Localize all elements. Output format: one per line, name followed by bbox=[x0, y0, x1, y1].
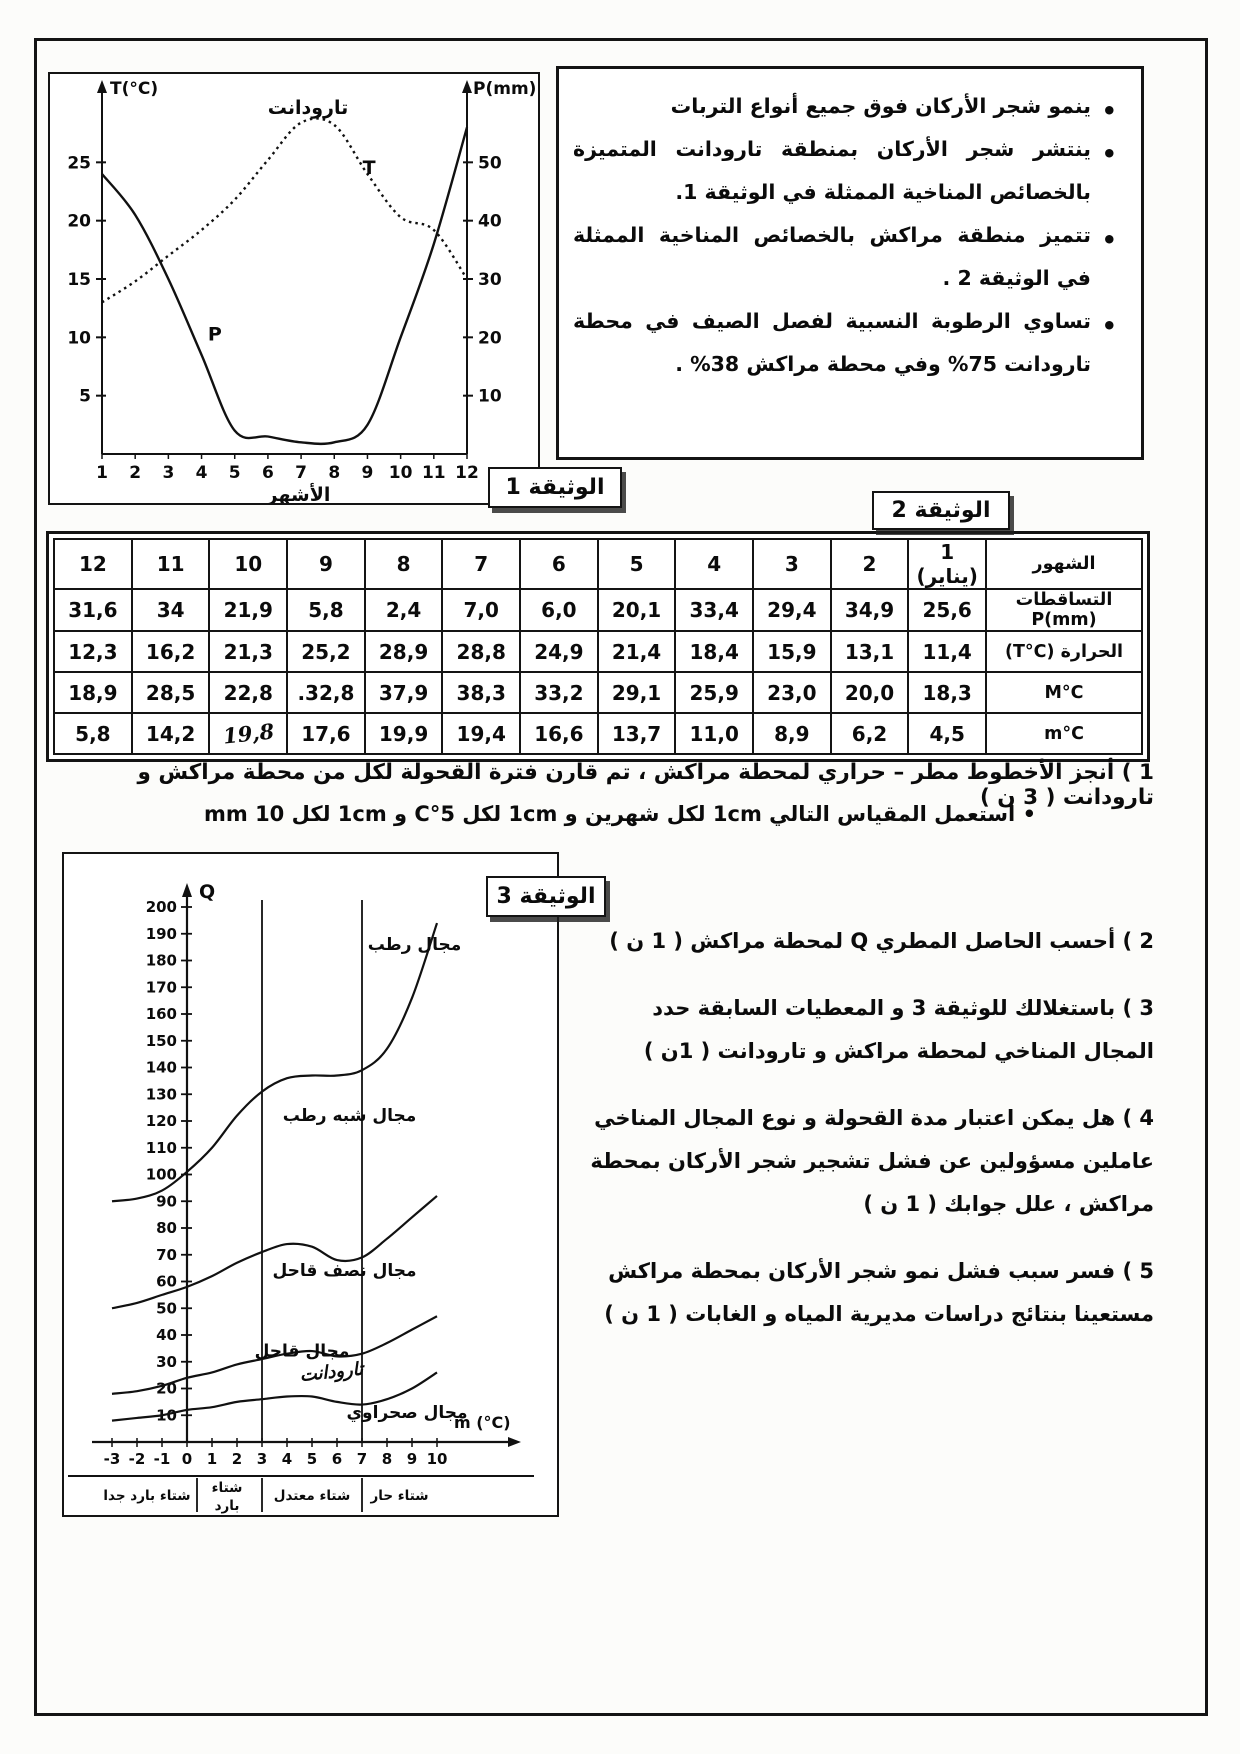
info-bullet: • تساوي الرطوبة النسبية لفصل الصيف في محطة تارودانت 75% وفي محطة مراكش 38% . bbox=[573, 300, 1123, 386]
table-cell: 6,0 bbox=[520, 589, 598, 631]
svg-text:P(mm): P(mm) bbox=[473, 79, 537, 99]
table-cell: 11,4 bbox=[908, 631, 986, 672]
svg-text:90: 90 bbox=[156, 1192, 177, 1211]
table-cell: 19,4 bbox=[442, 713, 520, 754]
svg-text:20: 20 bbox=[67, 211, 91, 232]
svg-text:5: 5 bbox=[228, 463, 241, 483]
svg-text:5: 5 bbox=[306, 1450, 318, 1468]
handwritten-correction: 19,8 bbox=[221, 718, 276, 749]
svg-text:7: 7 bbox=[356, 1450, 368, 1468]
svg-text:190: 190 bbox=[145, 924, 177, 943]
table-row-header: m°C bbox=[986, 713, 1142, 754]
table-cell: 28,5 bbox=[132, 672, 210, 713]
climate-zone-label: مجال قاحل bbox=[254, 1341, 350, 1362]
svg-text:100: 100 bbox=[145, 1165, 177, 1184]
month-column-header: 7 bbox=[442, 539, 520, 589]
month-column-header: 6 bbox=[520, 539, 598, 589]
table-cell: 18,9 bbox=[54, 672, 132, 713]
table-cell: 23,0 bbox=[753, 672, 831, 713]
table-cell: 20,1 bbox=[598, 589, 676, 631]
climate-zone-label: مجال نصف قاحل bbox=[272, 1261, 417, 1282]
svg-text:11: 11 bbox=[421, 463, 446, 483]
svg-text:160: 160 bbox=[145, 1005, 177, 1023]
table-cell: 34 bbox=[132, 589, 210, 631]
month-column-header: 9 bbox=[287, 539, 365, 589]
svg-text:50: 50 bbox=[478, 153, 502, 174]
climate-zone-label: مجال شبه رطب bbox=[282, 1106, 417, 1126]
svg-text:9: 9 bbox=[406, 1450, 418, 1468]
table-cell: 5,8 bbox=[54, 713, 132, 754]
svg-text:130: 130 bbox=[145, 1085, 177, 1104]
table-cell: 32,8. bbox=[287, 672, 365, 713]
table-cell: 25,2 bbox=[287, 631, 365, 672]
question-4: 4 ) هل يمكن اعتبار مدة القحولة و نوع المجال المناخي عاملين مسؤولين عن فشل تشجير شجر الأركان بمحطة مراكش ، علل جوابك ( 1 ن ) bbox=[590, 1106, 1154, 1217]
table-cell: 25,6 bbox=[908, 589, 986, 631]
svg-text:5: 5 bbox=[79, 386, 91, 407]
table-corner-header: الشهور bbox=[986, 539, 1142, 589]
doc3-chart-box bbox=[62, 852, 559, 1517]
doc1-chart-box bbox=[48, 72, 540, 505]
doc1-label-text: الوثيقة 1 bbox=[505, 475, 605, 500]
month-column-header: 4 bbox=[675, 539, 753, 589]
svg-text:10: 10 bbox=[388, 463, 413, 483]
table-cell: 31,6 bbox=[54, 589, 132, 631]
svg-text:0: 0 bbox=[181, 1450, 193, 1468]
table-cell: 18,3 bbox=[908, 672, 986, 713]
temperature-curve bbox=[102, 118, 467, 302]
svg-text:50: 50 bbox=[156, 1299, 177, 1318]
info-bullet: • ينمو شجر الأركان فوق جميع أنواع التربات bbox=[573, 85, 1123, 128]
svg-text:1: 1 bbox=[206, 1450, 218, 1468]
table-cell: 16,6 bbox=[520, 713, 598, 754]
svg-text:10: 10 bbox=[478, 386, 502, 407]
table-row-header: M°C bbox=[986, 672, 1142, 713]
table-cell bbox=[209, 713, 287, 754]
svg-text:الأشهر: الأشهر bbox=[266, 484, 331, 503]
svg-text:20: 20 bbox=[478, 328, 502, 349]
svg-text:20: 20 bbox=[156, 1379, 177, 1398]
doc2-label bbox=[872, 491, 1010, 530]
table-cell: 2,4 bbox=[365, 589, 443, 631]
svg-text:60: 60 bbox=[156, 1272, 177, 1291]
table-cell: 28,9 bbox=[365, 631, 443, 672]
svg-text:-2: -2 bbox=[128, 1450, 146, 1468]
svg-text:-3: -3 bbox=[103, 1450, 121, 1468]
doc3-label-text: الوثيقة 3 bbox=[496, 884, 596, 909]
table-cell: 21,4 bbox=[598, 631, 676, 672]
month-column-header: 11 bbox=[132, 539, 210, 589]
table-cell: 33,4 bbox=[675, 589, 753, 631]
taroudant-handwritten-label: تارودانت bbox=[298, 1358, 365, 1387]
svg-text:-1: -1 bbox=[153, 1450, 171, 1468]
doc2-table-wrap bbox=[46, 531, 1150, 762]
table-cell: 18,4 bbox=[675, 631, 753, 672]
climagram-chart bbox=[64, 854, 557, 1515]
table-cell: 16,2 bbox=[132, 631, 210, 672]
table-cell: 21,3 bbox=[209, 631, 287, 672]
svg-text:150: 150 bbox=[145, 1031, 177, 1050]
svg-text:30: 30 bbox=[156, 1352, 177, 1371]
question-1-scale-note: • استعمل المقياس التالي 1cm لكل شهرين و 1cm لكل 5°C و 1cm لكل 10 mm bbox=[145, 802, 1095, 826]
table-cell: 37,9 bbox=[365, 672, 443, 713]
table-row-header: الحرارة (T°C) bbox=[986, 631, 1142, 672]
winter-type-label: بارد bbox=[214, 1498, 240, 1514]
svg-text:10: 10 bbox=[426, 1450, 448, 1468]
svg-text:تارودانت: تارودانت bbox=[267, 97, 349, 119]
svg-text:40: 40 bbox=[478, 211, 502, 232]
table-cell: 29,4 bbox=[753, 589, 831, 631]
winter-type-label: شتاء حار bbox=[370, 1488, 429, 1504]
table-cell: 13,7 bbox=[598, 713, 676, 754]
question-3: 3 ) باستغلالك للوثيقة 3 و المعطيات السابقة حدد المجال المناخي لمحطة مراكش و تارودانت ( 1ن ) bbox=[643, 996, 1154, 1064]
table-cell: 28,8 bbox=[442, 631, 520, 672]
svg-text:8: 8 bbox=[381, 1450, 393, 1468]
table-cell: 17,6 bbox=[287, 713, 365, 754]
argan-info-box bbox=[556, 66, 1144, 460]
svg-text:200: 200 bbox=[145, 898, 177, 916]
svg-text:8: 8 bbox=[328, 463, 341, 483]
table-cell: 5,8 bbox=[287, 589, 365, 631]
month-column-header: 2 bbox=[831, 539, 909, 589]
question-5: 5 ) فسر سبب فشل نمو شجر الأركان بمحطة مراكش مستعينا بنتائج دراسات مديرية المياه و الغابات ( 1 ن ) bbox=[604, 1259, 1154, 1327]
month-column-header: 10 bbox=[209, 539, 287, 589]
month-column-header: 1 (يناير) bbox=[908, 539, 986, 589]
table-cell: 4,5 bbox=[908, 713, 986, 754]
questions-block bbox=[582, 920, 1154, 1360]
svg-text:30: 30 bbox=[478, 270, 502, 290]
precipitation-curve bbox=[102, 127, 467, 444]
svg-text:4: 4 bbox=[281, 1450, 293, 1468]
info-bullet: • ينتشر شجر الأركان بمنطقة تارودانت المتميزة بالخصائص المناخية الممثلة في الوثيقة 1. bbox=[573, 128, 1123, 214]
question-1: 1 ) أنجز الأخطوط مطر – حراري لمحطة مراكش ، تم قارن فترة القحولة لكل من محطة مراكش و تارودانت ( 3 ن ) bbox=[137, 760, 1154, 810]
svg-text:3: 3 bbox=[162, 463, 175, 483]
svg-text:T(°C): T(°C) bbox=[110, 79, 159, 99]
table-cell: 29,1 bbox=[598, 672, 676, 713]
svg-text:6: 6 bbox=[261, 463, 274, 483]
svg-text:2: 2 bbox=[231, 1450, 243, 1468]
month-column-header: 12 bbox=[54, 539, 132, 589]
table-cell: 13,1 bbox=[831, 631, 909, 672]
question-2: 2 ) أحسب الحاصل المطري Q لمحطة مراكش ( 1 ن ) bbox=[609, 929, 1154, 953]
svg-text:T: T bbox=[362, 157, 376, 179]
month-column-header: 5 bbox=[598, 539, 676, 589]
svg-text:6: 6 bbox=[331, 1450, 343, 1468]
table-row-header: التساقطات P(mm) bbox=[986, 589, 1142, 631]
month-column-header: 3 bbox=[753, 539, 831, 589]
winter-type-label: شتاء bbox=[211, 1480, 243, 1496]
svg-text:4: 4 bbox=[195, 463, 208, 483]
doc2-label-text: الوثيقة 2 bbox=[891, 498, 991, 523]
info-bullets bbox=[573, 85, 1123, 386]
svg-text:25: 25 bbox=[67, 153, 91, 174]
winter-type-label: شتاء بارد جدا bbox=[103, 1488, 191, 1504]
ombrothermic-chart bbox=[50, 74, 538, 503]
svg-text:9: 9 bbox=[361, 463, 374, 483]
svg-text:10: 10 bbox=[156, 1406, 177, 1425]
doc3-label bbox=[486, 876, 606, 917]
table-cell: 22,8 bbox=[209, 672, 287, 713]
table-cell: 38,3 bbox=[442, 672, 520, 713]
table-cell: 7,0 bbox=[442, 589, 520, 631]
svg-text:7: 7 bbox=[295, 463, 308, 483]
table-cell: 24,9 bbox=[520, 631, 598, 672]
svg-text:15: 15 bbox=[67, 270, 91, 290]
svg-text:120: 120 bbox=[145, 1112, 177, 1130]
climate-zone-label: مجال صحراوي bbox=[346, 1402, 468, 1423]
doc1-label bbox=[488, 467, 622, 508]
table-cell: 12,3 bbox=[54, 631, 132, 672]
svg-text:12: 12 bbox=[455, 463, 479, 483]
table-cell: 11,0 bbox=[675, 713, 753, 754]
info-bullet: • تتميز منطقة مراكش بالخصائص المناخية الممثلة في الوثيقة 2 . bbox=[573, 214, 1123, 300]
svg-text:180: 180 bbox=[145, 951, 177, 970]
svg-text:10: 10 bbox=[67, 328, 91, 349]
table-cell: 33,2 bbox=[520, 672, 598, 713]
svg-text:P: P bbox=[207, 323, 222, 346]
table-cell: 20,0 bbox=[831, 672, 909, 713]
winter-type-label: شتاء معتدل bbox=[273, 1488, 351, 1504]
table-cell: 21,9 bbox=[209, 589, 287, 631]
table-cell: 19,9 bbox=[365, 713, 443, 754]
svg-text:1: 1 bbox=[96, 463, 108, 483]
table-cell: 14,2 bbox=[132, 713, 210, 754]
table-cell: 25,9 bbox=[675, 672, 753, 713]
table-cell: 6,2 bbox=[831, 713, 909, 754]
svg-text:m (°C): m (°C) bbox=[454, 1413, 511, 1432]
month-column-header: 8 bbox=[365, 539, 443, 589]
doc2-table bbox=[53, 538, 1143, 755]
climate-zone-label: مجال رطب bbox=[367, 934, 462, 955]
svg-text:70: 70 bbox=[156, 1245, 177, 1264]
table-cell: 15,9 bbox=[753, 631, 831, 672]
svg-text:80: 80 bbox=[156, 1219, 177, 1237]
svg-text:170: 170 bbox=[145, 978, 177, 997]
table-cell: 34,9 bbox=[831, 589, 909, 631]
table-cell: 8,9 bbox=[753, 713, 831, 754]
svg-text:40: 40 bbox=[156, 1326, 177, 1344]
svg-text:3: 3 bbox=[256, 1450, 268, 1468]
svg-text:110: 110 bbox=[145, 1138, 177, 1157]
svg-text:140: 140 bbox=[145, 1058, 177, 1077]
svg-text:2: 2 bbox=[129, 463, 142, 483]
svg-text:Q: Q bbox=[199, 881, 216, 903]
